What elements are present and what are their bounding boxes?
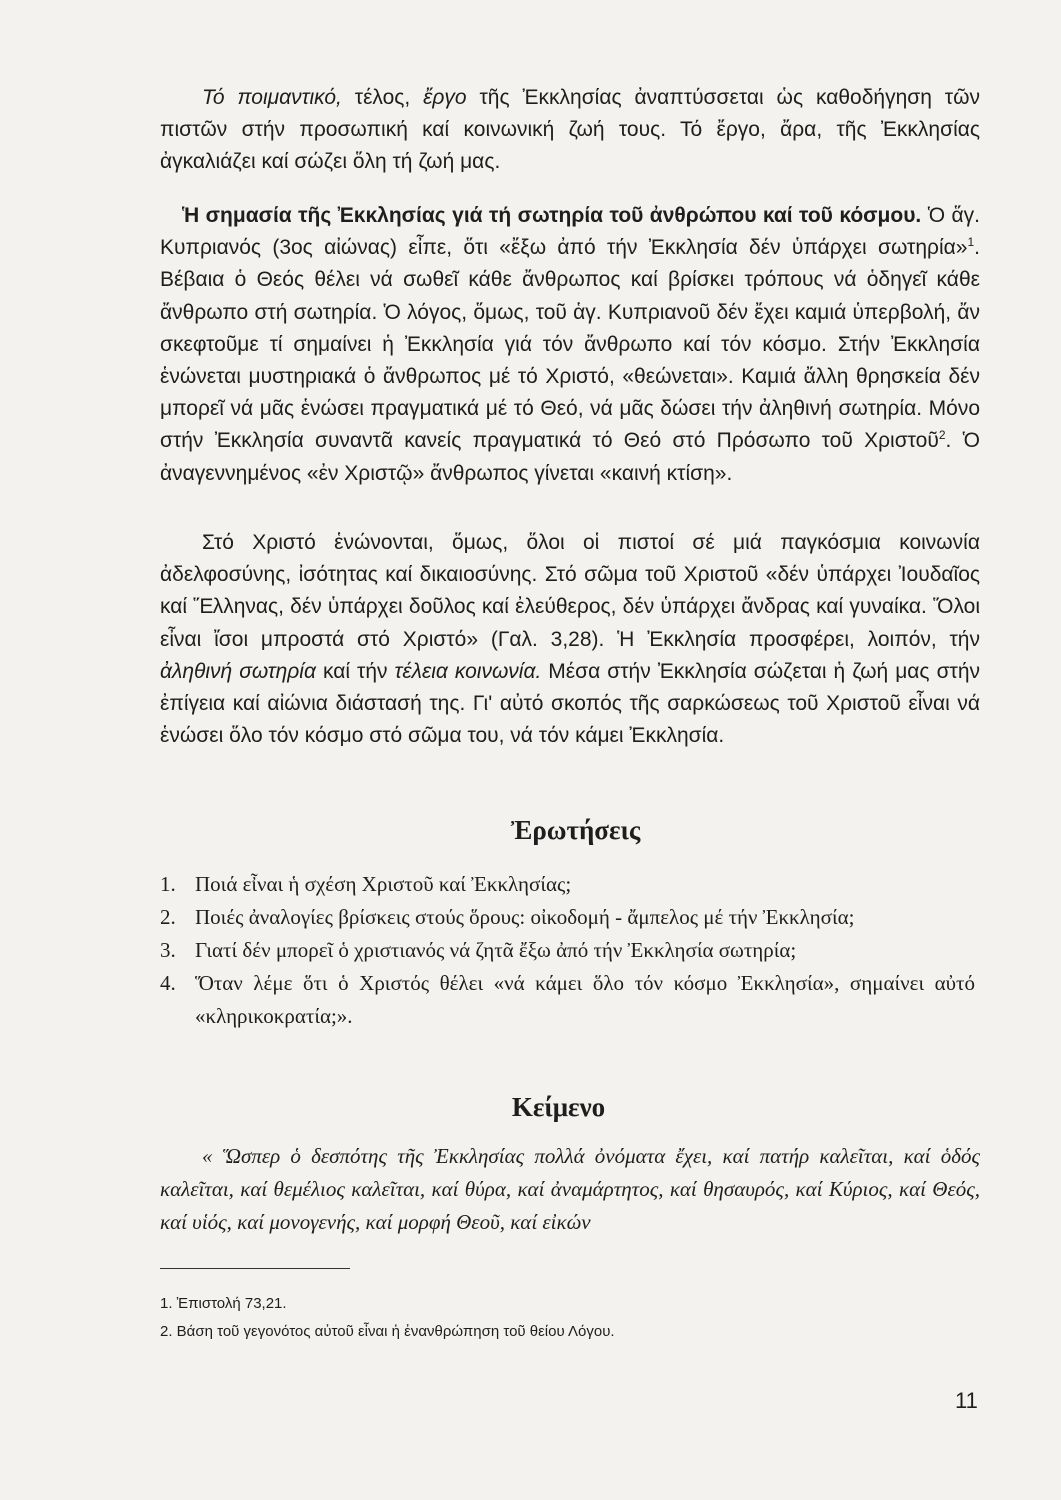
question-item bbox=[160, 934, 975, 967]
question-item bbox=[160, 868, 975, 901]
text-run: καί τήν bbox=[315, 659, 395, 683]
footnote-ref: 2 bbox=[938, 428, 946, 443]
text-run: . Ὁ ἀναγεννημένος «ἐν Χριστῷ» ἄνθρωπος γίνεται «καινή κτίση». bbox=[160, 429, 980, 485]
question-item bbox=[160, 901, 975, 934]
footnotes bbox=[160, 1290, 980, 1346]
paragraph-pastoral-work bbox=[160, 82, 980, 179]
question-text: Ποιά εἶναι ἡ σχέση Χριστοῦ καί Ἐκκλησίας; bbox=[195, 872, 572, 896]
italic-phrase: ἀληθινή σωτηρία bbox=[160, 659, 316, 683]
italic-word: ἔργο bbox=[423, 86, 467, 109]
question-number: 1. bbox=[160, 872, 176, 896]
italic-phrase: τέλεια κοινωνία. bbox=[394, 659, 542, 683]
text-run: Ὁ ἅγ. Κυπριανός (3ος αἰώνας) εἶπε, ὅτι «ἔξω ἀπό τήν Ἐκκλησία δέν ὑπάρχει σωτηρία» bbox=[160, 204, 980, 260]
question-item bbox=[160, 967, 975, 1033]
section-subheading: Ἡ σημασία τῆς Ἐκκλησίας γιά τή σωτηρία τοῦ ἀνθρώπου καί τοῦ κόσμου. bbox=[182, 204, 922, 227]
question-text: Ὅταν λέμε ὅτι ὁ Χριστός θέλει «νά κάμει ὅλο τόν κόσμο Ἐκκλησία», σημαίνει αὐτό «κληρικοκρατία;». bbox=[195, 971, 975, 1028]
questions-list bbox=[160, 868, 975, 1033]
text-run: τέλος, bbox=[341, 86, 424, 109]
footnote-divider bbox=[160, 1268, 350, 1269]
questions-heading: Ἐρωτήσεις bbox=[510, 815, 641, 845]
question-number: 2. bbox=[160, 905, 176, 929]
text-run: τῆς Ἐκκλησίας ἀναπτύσσεται ὡς καθοδήγηση τῶν πιστῶν στήν προσωπική καί κοινωνική ζωή τους. Τό ἔργο, ἄρα, τῆς Ἐκκλησίας ἀγκαλιάζει καί σώζει ὅλη τή ζωή μας. bbox=[160, 86, 980, 174]
question-text: Ποιές ἀναλογίες βρίσκεις στούς ὅρους: οἰκοδομή - ἄμπελος μέ τήν Ἐκκλησία; bbox=[195, 905, 855, 929]
footnote-1: 1. Ἐπιστολή 73,21. bbox=[160, 1295, 287, 1312]
footnote-2: 2. Βάση τοῦ γεγονότος αὐτοῦ εἶναι ἡ ἐνανθρώπηση τοῦ θείου Λόγου. bbox=[160, 1323, 615, 1340]
text-run: Στό Χριστό ἑνώνονται, ὅμως, ὅλοι οἱ πιστοί σέ μιά παγκόσμια κοινωνία ἀδελφοσύνης, ἰσότητας καί δικαιοσύνης. Στό σῶμα τοῦ Χριστοῦ «δέν ὑπάρχει Ἰουδαῖος καί Ἕλληνας, δέν ὑπάρχει δοῦλος καί ἐλεύθερος, δέν ὑπάρχει ἄνδρας καί γυναίκα. Ὅλοι εἶναι ἴσοι μπροστά στό Χριστό» (Γαλ. 3,28). Ἡ Ἐκκλησία προσφέρει, λοιπόν, τήν bbox=[160, 531, 980, 651]
text-run: Μέσα στήν Ἐκκλησία σώζεται ἡ ζωή μας στήν ἐπίγεια καί αἰώνια διάστασή της. Γι' αὐτό σκοπός τῆς σαρκώσεως τοῦ Χριστοῦ εἶναι νά ἑνώσει ὅλο τόν κόσμο στό σῶμα του, νά τόν κάμει Ἐκκλησία. bbox=[160, 659, 981, 748]
paragraph-church-significance bbox=[160, 200, 980, 490]
quoted-passage: « Ὥσπερ ὁ δεσπότης τῆς Ἐκκλησίας πολλά ὀνόματα ἔχει, καί πατήρ καλεῖται, καί ὁδός καλεῖται, καί θεμέλιος καλεῖται, καί θύρα, καί ἀναμάρτητος, καί θησαυρός, καί Κύριος, καί Θεός, καί υἱός, καί μονογενής, καί μορφή Θεοῦ, καί εἰκών bbox=[160, 1144, 980, 1234]
italic-phrase: Τό ποιμαντικό, bbox=[202, 86, 342, 109]
question-number: 3. bbox=[160, 938, 176, 962]
question-text: Γιατί δέν μπορεῖ ὁ χριστιανός νά ζητᾶ ἔξω ἀπό τήν Ἐκκλησία σωτηρία; bbox=[195, 938, 797, 962]
text-heading: Κείμενο bbox=[511, 1092, 606, 1122]
question-number: 4. bbox=[160, 971, 176, 995]
page-number: 11 bbox=[955, 1388, 978, 1413]
footnote-ref: 1 bbox=[967, 235, 975, 250]
text-run: . Βέβαια ὁ Θεός θέλει νά σωθεῖ κάθε ἄνθρωπος καί βρίσκει τρόπους νά ὁδηγεῖ κάθε ἄνθρωπο στή σωτηρία. Ὁ λόγος, ὅμως, τοῦ ἁγ. Κυπριανοῦ δέν ἔχει καμιά ὑπερβολή, ἄν σκεφτοῦμε τί σημαίνει ἡ Ἐκκλησία γιά τόν ἄνθρωπο καί τόν κόσμο. Στήν Ἐκκλησία ἑνώνεται μυστηριακά ὁ ἄνθρωπος μέ τό Χριστό, «θεώνεται». Καμιά ἄλλη θρησκεία δέν μπορεῖ νά μᾶς ἑνώσει πραγματικά μέ τό Θεό, νά μᾶς δώσει τήν ἀληθινή σωτηρία. Μόνο στήν Ἐκκλησία συναντᾶ κανείς πραγματικά τό Θεό στό Πρόσωπο τοῦ Χριστοῦ bbox=[160, 236, 980, 453]
paragraph-universal-community bbox=[160, 527, 980, 752]
